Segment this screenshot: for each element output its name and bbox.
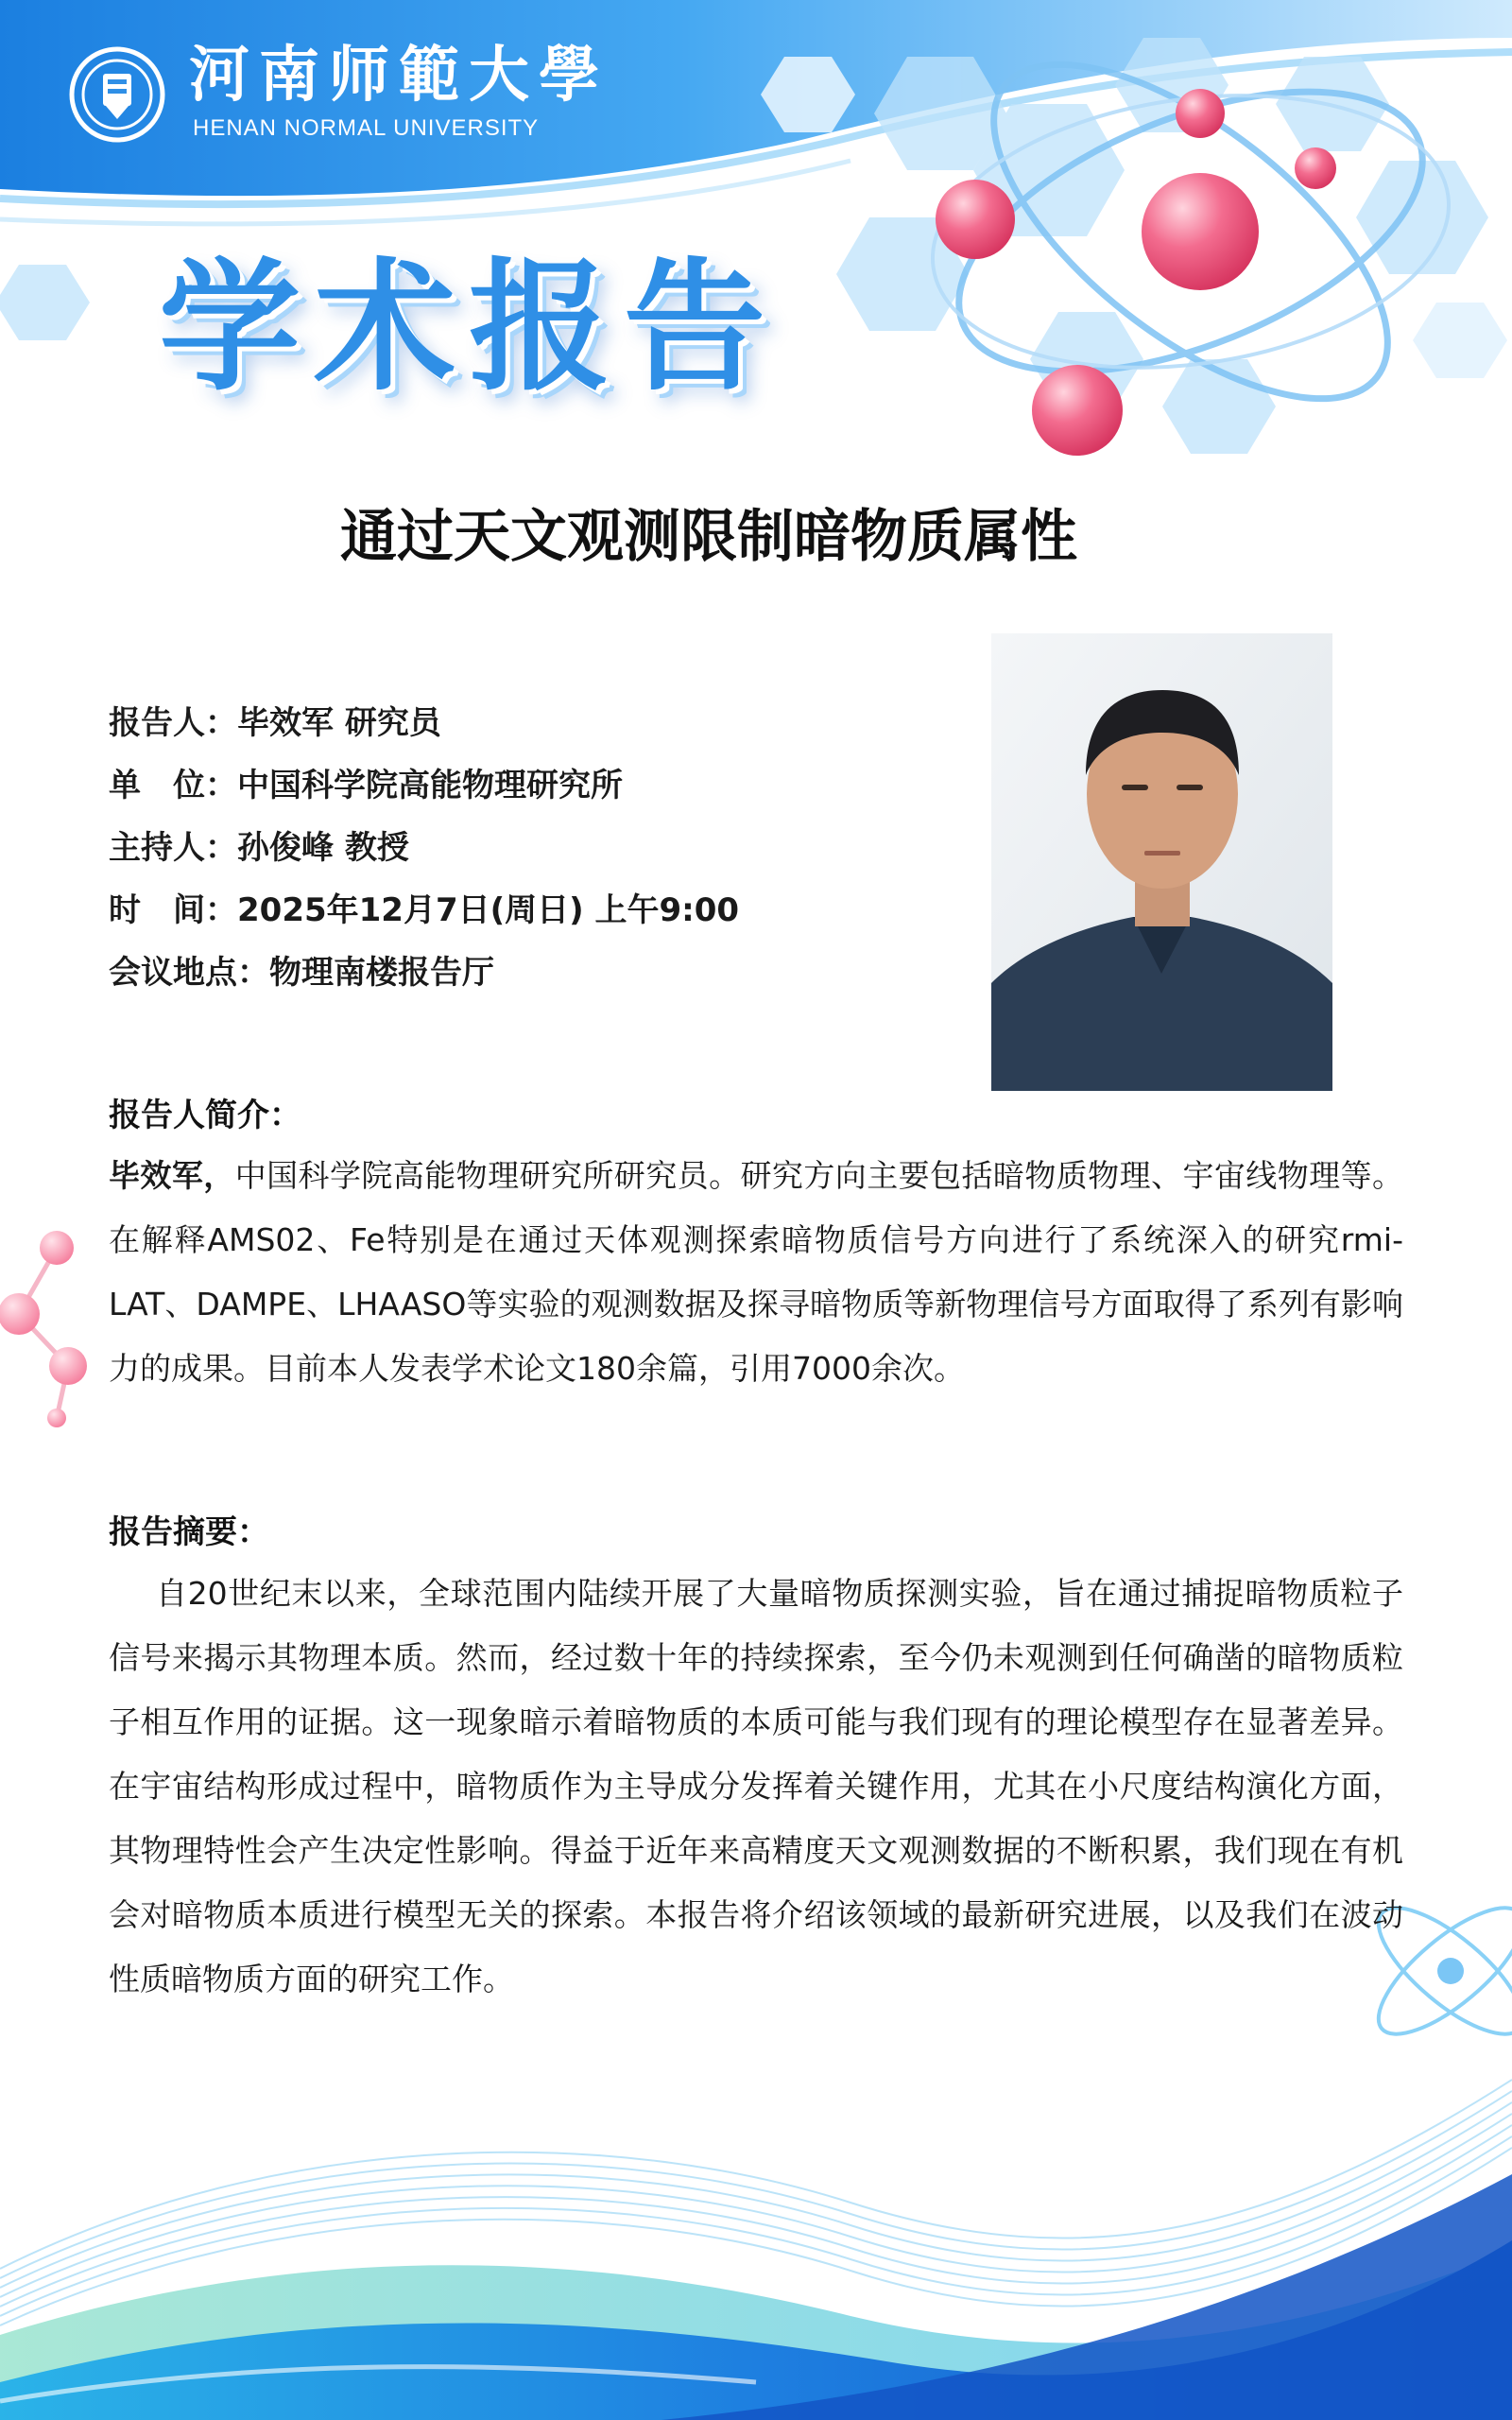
info-speaker: [109, 695, 739, 757]
info-label: 会议地点：: [109, 954, 269, 992]
info-label: 单 位：: [109, 767, 237, 804]
university-seal-icon: [68, 45, 166, 144]
info-affiliation: [109, 757, 739, 820]
info-label: 主持人：: [109, 829, 237, 867]
info-time: [109, 882, 739, 944]
info-value: 2025年12月7日(周日) 上午9:00: [237, 891, 740, 929]
report-info: [109, 695, 739, 1007]
info-host: [109, 820, 739, 882]
speaker-portrait: [991, 633, 1332, 1091]
abstract-paragraph: 自20世纪末以来，全球范围内陆续开展了大量暗物质探测实验，旨在通过捕捉暗物质粒子信号来揭示其物理本质。然而，经过数十年的持续探索，至今仍未观测到任何确凿的暗物质粒子相互作用的证据。这一现象暗示着暗物质的本质可能与我们现有的理论模型存在显著差异。在宇宙结构形成过程中，暗物质作为主导成分发挥着关键作用，尤其在小尺度结构演化方面，其物理特性会产生决定性影响。得益于近年来高精度天文观测数据的不断积累，我们现在有机会对暗物质本质进行模型无关的探索。本报告将介绍该领域的最新研究进展，以及我们在波动性质暗物质方面的研究工作。: [109, 1575, 1403, 1997]
info-label: 时 间：: [109, 891, 237, 929]
info-value: 孙俊峰 教授: [237, 829, 409, 867]
info-value: 毕效军 研究员: [237, 704, 441, 742]
bio-name: 毕效军，: [109, 1157, 235, 1194]
banner-title: 学术报告: [159, 246, 780, 410]
bio-heading: 报告人简介：: [109, 1097, 301, 1134]
info-label: 报告人：: [109, 704, 237, 742]
bio-paragraph: [109, 1144, 1403, 1401]
info-value: 物理南楼报告厅: [269, 954, 494, 992]
university-name-cn: 河南师範大學: [189, 40, 609, 111]
university-name-en: HENAN NORMAL UNIVERSITY: [193, 115, 540, 141]
report-title: 通过天文观测限制暗物质属性: [340, 504, 1077, 570]
bio-text: 中国科学院高能物理研究所研究员。研究方向主要包括暗物质物理、宇宙线物理等。在解释AMS02、Fe特别是在通过天体观测探索暗物质信号方向进行了系统深入的研究rmi-LAT、DAMPE、LHAASO等实验的观测数据及探寻暗物质等新物理信号方面取得了系列有影响力的成果。目前本人发表学术论文180余篇，引用7000余次。: [109, 1157, 1404, 1387]
abstract-heading: 报告摘要：: [109, 1513, 269, 1551]
info-venue: [109, 944, 739, 1007]
info-value: 中国科学院高能物理研究所: [237, 767, 623, 804]
